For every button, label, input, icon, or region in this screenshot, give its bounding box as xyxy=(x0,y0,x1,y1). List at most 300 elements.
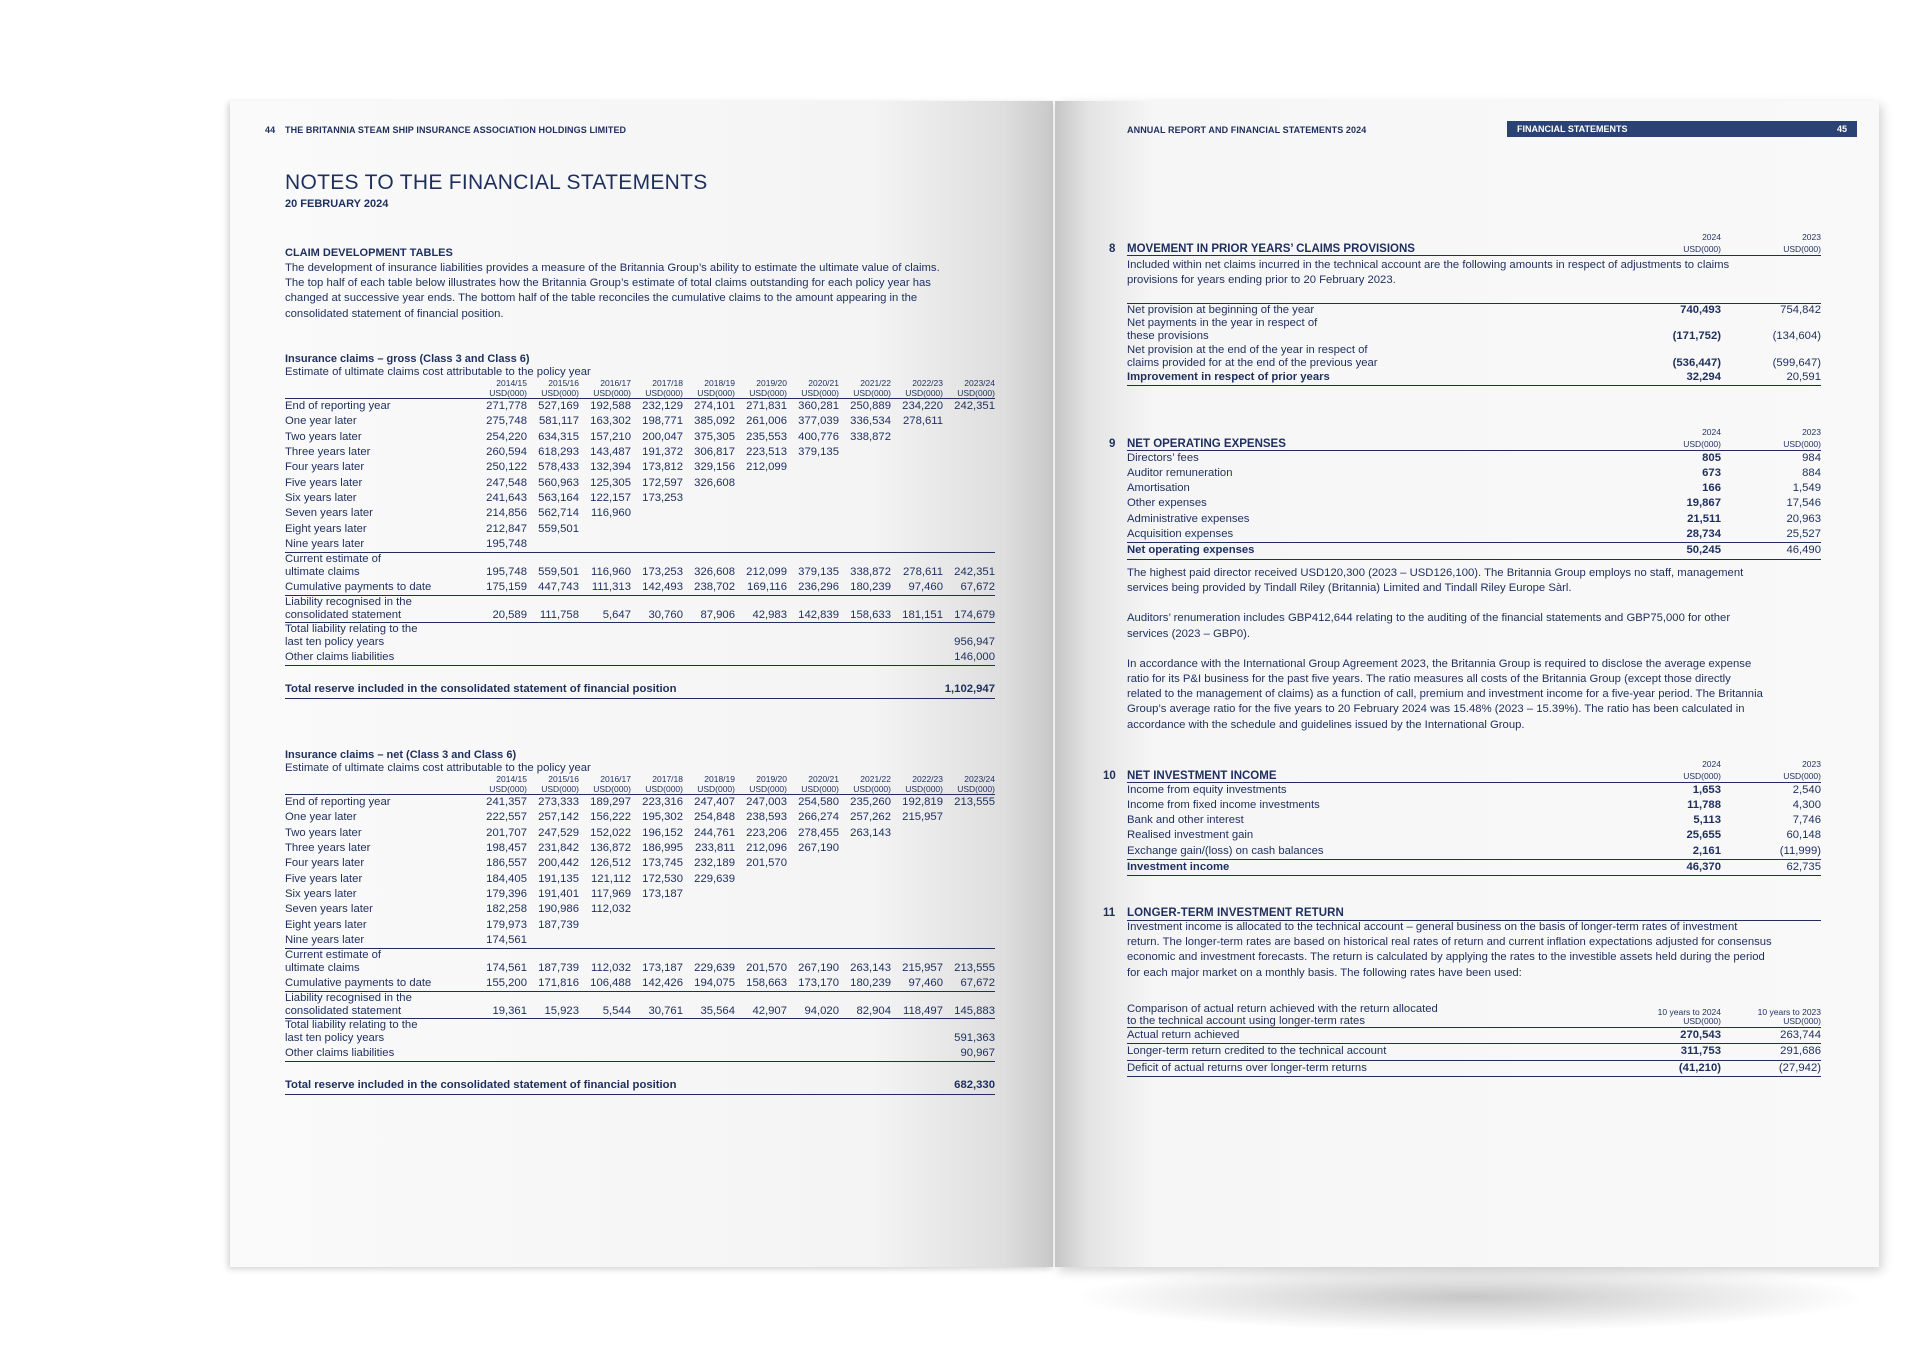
row-label: Cumulative payments to date xyxy=(285,580,475,596)
row-label: Amortisation xyxy=(1127,482,1190,495)
value-2024: 5,113 xyxy=(1693,814,1721,827)
header-spacer xyxy=(285,775,475,785)
cell-value: 278,611 xyxy=(891,553,943,580)
cell-value xyxy=(631,902,683,917)
table-row xyxy=(285,810,995,825)
net-claims-table xyxy=(285,775,995,1095)
cell-value: 261,006 xyxy=(746,415,787,428)
value-2024: 166 xyxy=(1702,482,1721,495)
cell-value: 111,313 xyxy=(579,580,631,596)
cell-value: 192,819 xyxy=(902,796,943,809)
cell-value xyxy=(891,856,943,871)
cell-value: 173,187 xyxy=(642,887,683,900)
total-liability-row xyxy=(285,1019,995,1046)
cell-value xyxy=(839,918,891,933)
note-number: 8 xyxy=(1109,243,1116,255)
cell-value: 329,156 xyxy=(694,461,735,474)
cell-value xyxy=(787,460,839,475)
cell-value xyxy=(943,810,995,825)
policy-year-header: 2022/23 xyxy=(912,378,943,388)
cell-value: 559,501 xyxy=(527,553,579,580)
text-line: services being provided by Tindall Riley (Britannia) Limited and Tindall Riley Europe Sàrl. xyxy=(1127,582,1572,595)
spacer xyxy=(285,665,995,682)
row-label: Cumulative payments to date xyxy=(285,976,475,992)
text-line: Included within net claims incurred in the technical account are the following amounts in respect of adjustments to claims xyxy=(1127,259,1730,271)
cell-value: 306,817 xyxy=(694,446,735,459)
cell-value: 201,570 xyxy=(735,949,787,976)
row-label: Six years later xyxy=(285,491,357,504)
unit-header-row xyxy=(285,785,995,795)
cell-value xyxy=(735,506,787,521)
row-label: One year later xyxy=(285,415,357,428)
value-2023: 884 xyxy=(1802,466,1821,479)
cell-value: 184,405 xyxy=(486,872,527,885)
cell-value: 247,003 xyxy=(746,796,787,809)
cell-value xyxy=(943,460,995,475)
table-row xyxy=(1127,496,1821,511)
cell-value: 182,258 xyxy=(486,903,527,916)
value-2023: 2,540 xyxy=(1792,783,1821,796)
value-10y-2023: 291,686 xyxy=(1721,1044,1821,1060)
cell-value: 254,220 xyxy=(486,430,527,443)
table-row xyxy=(285,445,995,460)
table-row xyxy=(285,826,995,841)
cell-value: 198,457 xyxy=(486,842,527,855)
cell-value: 116,960 xyxy=(591,507,631,520)
text-line: Investment income is allocated to the technical account – general business on the basis of longer-term rates of investment xyxy=(1127,921,1738,933)
cell-value: 266,274 xyxy=(798,811,839,824)
cell-value: 271,778 xyxy=(486,400,527,413)
col-unit: USD(000) xyxy=(1621,438,1721,451)
cell-value xyxy=(943,506,995,521)
cell-value: 180,239 xyxy=(839,976,891,992)
value-2024: 673 xyxy=(1702,466,1721,479)
cell-value xyxy=(891,445,943,460)
cell-value xyxy=(735,918,787,933)
cell-value xyxy=(527,537,579,553)
row-label: Other claims liabilities xyxy=(285,650,475,666)
table-row xyxy=(1127,344,1821,370)
row-label: Directors’ fees xyxy=(1127,451,1199,464)
total-label: Investment income xyxy=(1127,860,1621,876)
policy-year-header: 2014/15 xyxy=(496,378,527,388)
cell-value: 15,923 xyxy=(527,991,579,1018)
cell-value xyxy=(787,902,839,917)
policy-year-header: 2015/16 xyxy=(548,774,579,784)
cell-value: 326,608 xyxy=(683,553,735,580)
row-label: Total reserve included in the consolidated statement of financial position xyxy=(285,682,839,698)
cell-value xyxy=(735,522,787,537)
cell-value: 275,748 xyxy=(486,415,527,428)
cell-value: 385,092 xyxy=(694,415,735,428)
row-label: Auditor remuneration xyxy=(1127,466,1233,479)
col-unit: USD(000) xyxy=(1721,438,1821,451)
col-unit: USD(000) xyxy=(1621,243,1721,256)
cell-value: 254,848 xyxy=(694,811,735,824)
cell-value xyxy=(579,522,631,537)
cell-value: 254,580 xyxy=(798,796,839,809)
cell-value xyxy=(735,933,787,949)
table-row xyxy=(1127,481,1821,496)
cell-value: 274,101 xyxy=(694,400,735,413)
cell-value xyxy=(787,522,839,537)
cell-value: 338,872 xyxy=(839,553,891,580)
col-label: 10 years to 2024 xyxy=(1657,1006,1721,1017)
note-10-table xyxy=(1127,760,1821,876)
policy-year-header: 2021/22 xyxy=(860,378,891,388)
value-10y-2023: (27,942) xyxy=(1721,1060,1821,1076)
col-unit: USD(000) xyxy=(1621,770,1721,783)
cell-value: 578,433 xyxy=(538,461,579,474)
intro-line: The top half of each table below illustrates how the Britannia Group’s estimate of total claims outstanding for each policy year has xyxy=(285,277,931,290)
total-2023: 46,490 xyxy=(1721,543,1821,559)
cell-value: 143,487 xyxy=(590,446,631,459)
cell-value: 257,142 xyxy=(538,811,579,824)
cell-value xyxy=(943,491,995,506)
total-row xyxy=(1127,543,1821,559)
value-2023: 1,549 xyxy=(1792,482,1821,495)
cell-value xyxy=(631,506,683,521)
note-11-table xyxy=(1127,1003,1821,1077)
label-line: Total liability relating to the xyxy=(285,623,418,636)
cell-value: 200,047 xyxy=(642,430,683,443)
row-label: Income from equity investments xyxy=(1127,783,1287,796)
cell-value: 229,639 xyxy=(694,872,735,885)
cell-value xyxy=(735,491,787,506)
table-row xyxy=(285,522,995,537)
value-2023: (599,647) xyxy=(1772,356,1821,369)
cell-value: 42,983 xyxy=(735,595,787,622)
cell-value: 179,396 xyxy=(486,887,527,900)
cell-value: 174,561 xyxy=(486,933,527,946)
text-line: Group’s average ratio for the five years to 20 February 2024 was 15.48% (2023 – 15.39%). The ratio has been calculated in xyxy=(1127,703,1745,716)
label-line: Liability recognised in the xyxy=(285,595,412,608)
cell-value: 242,351 xyxy=(943,553,995,580)
cell-value: 234,220 xyxy=(902,400,943,413)
label-line: Total liability relating to the xyxy=(285,1019,418,1032)
cell-value: 174,561 xyxy=(475,949,527,976)
row-label: Exchange gain/(loss) on cash balances xyxy=(1127,844,1324,857)
intro-line: consolidated statement of financial position. xyxy=(285,307,504,320)
value-2023: 17,546 xyxy=(1786,497,1821,510)
cell-value: 195,748 xyxy=(475,553,527,580)
label-line: ultimate claims xyxy=(285,962,360,975)
cell-value: 173,187 xyxy=(631,949,683,976)
note-8-table xyxy=(1127,303,1821,386)
unit-header: USD(000) xyxy=(943,785,995,795)
other-claims-row xyxy=(285,1046,995,1062)
total-2024: 50,245 xyxy=(1621,543,1721,559)
cell-value xyxy=(839,506,891,521)
cell-value: 377,039 xyxy=(798,415,839,428)
row-label xyxy=(285,553,475,580)
cell-value: 235,553 xyxy=(746,430,787,443)
unit-header: USD(000) xyxy=(683,785,735,795)
cell-value: 527,169 xyxy=(538,400,579,413)
cell-value xyxy=(527,933,579,949)
cell-value xyxy=(891,872,943,887)
note-8-header xyxy=(1127,233,1821,256)
note-11-heading: LONGER-TERM INVESTMENT RETURN xyxy=(1127,907,1821,921)
row-label: Five years later xyxy=(285,476,363,489)
cell-value: 5,544 xyxy=(579,991,631,1018)
total-reserve-value: 1,102,947 xyxy=(839,682,995,698)
cell-value: 191,372 xyxy=(642,446,683,459)
cell-value: 187,739 xyxy=(527,949,579,976)
spacer-row xyxy=(285,665,995,682)
cell-value xyxy=(839,887,891,902)
total-2024: 46,370 xyxy=(1621,860,1721,876)
policy-year-header: 2015/16 xyxy=(548,378,579,388)
label-line: consolidated statement xyxy=(285,1005,402,1018)
policy-year-header: 2017/18 xyxy=(652,378,683,388)
table-row xyxy=(1127,1028,1821,1044)
cell-value: 157,210 xyxy=(590,430,631,443)
table-label-line: to the technical account using longer-term rates xyxy=(1127,1015,1365,1027)
col-label: 10 years to 2023 xyxy=(1757,1006,1821,1017)
cell-value xyxy=(683,887,735,902)
table-row xyxy=(285,460,995,475)
row-label: End of reporting year xyxy=(285,796,391,809)
table-row xyxy=(285,491,995,506)
policy-year-header: 2020/21 xyxy=(808,774,839,784)
value-2023: 20,963 xyxy=(1786,512,1821,525)
cell-value: 196,152 xyxy=(642,826,683,839)
cell-value xyxy=(943,430,995,445)
unit-header: USD(000) xyxy=(735,785,787,795)
cell-value: 142,493 xyxy=(631,580,683,596)
table-row xyxy=(1127,1044,1821,1060)
cell-value xyxy=(735,872,787,887)
row-label: Eight years later xyxy=(285,522,367,535)
cell-value: 67,672 xyxy=(943,976,995,992)
total-2023: 20,591 xyxy=(1721,370,1821,386)
col-10y-2024 xyxy=(1621,1003,1721,1028)
total-reserve-row xyxy=(285,1078,995,1094)
cell-value: 326,608 xyxy=(694,476,735,489)
cell-value xyxy=(943,522,995,537)
table-row xyxy=(1127,844,1821,860)
cell-value: 222,557 xyxy=(486,811,527,824)
cell-value: 173,170 xyxy=(787,976,839,992)
net-table-heading: Insurance claims – net (Class 3 and Class 6) xyxy=(285,749,517,761)
row-label xyxy=(285,595,475,622)
cell-value xyxy=(839,872,891,887)
row-label: Two years later xyxy=(285,826,362,839)
cell-value: 250,889 xyxy=(850,400,891,413)
cell-value xyxy=(891,522,943,537)
unit-header: USD(000) xyxy=(527,785,579,795)
policy-year-header: 2021/22 xyxy=(860,774,891,784)
cell-value: 20,589 xyxy=(475,595,527,622)
unit-header: USD(000) xyxy=(475,785,527,795)
total-liability-row xyxy=(285,623,995,650)
cell-value: 158,633 xyxy=(839,595,891,622)
text-line: services (2023 – GBP0). xyxy=(1127,627,1251,640)
table-row xyxy=(1127,450,1821,466)
text-line: Auditors’ renumeration includes GBP412,644 relating to the auditing of the financial statements and GBP75,000 for other xyxy=(1127,612,1731,625)
cell-value xyxy=(943,537,995,553)
cell-value: 191,135 xyxy=(538,872,579,885)
cell-value: 106,488 xyxy=(579,976,631,992)
cell-value xyxy=(579,537,631,553)
note-9-heading: NET OPERATING EXPENSES xyxy=(1127,438,1621,451)
cell-value xyxy=(891,918,943,933)
cell-value: 191,401 xyxy=(538,887,579,900)
cell-value: 67,672 xyxy=(943,580,995,596)
policy-year-header: 2016/17 xyxy=(600,774,631,784)
cell-value xyxy=(683,933,735,949)
total-row xyxy=(1127,370,1821,386)
cell-value xyxy=(891,887,943,902)
cell-value xyxy=(631,918,683,933)
policy-year-header: 2019/20 xyxy=(756,378,787,388)
table-row xyxy=(285,795,995,811)
spacer xyxy=(285,1061,995,1078)
cell-value xyxy=(683,918,735,933)
cell-value xyxy=(735,537,787,553)
value-2024: (171,752) xyxy=(1672,330,1721,343)
col-year-2024: 2024 xyxy=(1702,759,1721,769)
cell-value xyxy=(787,856,839,871)
unit-header: USD(000) xyxy=(631,785,683,795)
cell-value xyxy=(943,872,995,887)
cell-value xyxy=(631,537,683,553)
cell-value: 336,534 xyxy=(850,415,891,428)
row-label: Five years later xyxy=(285,872,363,885)
page-date: 20 FEBRUARY 2024 xyxy=(285,198,389,210)
text-line: provisions for years ending prior to 20 February 2023. xyxy=(1127,274,1396,287)
cell-value xyxy=(891,826,943,841)
total-liability-value: 591,363 xyxy=(954,1032,995,1045)
table-row xyxy=(1127,798,1821,813)
table-row xyxy=(1127,828,1821,843)
row-label: Other expenses xyxy=(1127,497,1207,510)
text-line: In accordance with the International Group Agreement 2023, the Britannia Group is required to disclose the average expense xyxy=(1127,657,1752,670)
row-label: Actual return achieved xyxy=(1127,1029,1240,1041)
cell-value xyxy=(943,476,995,491)
cell-value: 155,200 xyxy=(475,976,527,992)
current-estimate-row xyxy=(285,553,995,580)
cell-value: 232,129 xyxy=(642,400,683,413)
label-line: claims provided for at the end of the previous year xyxy=(1127,356,1378,369)
table-row xyxy=(1127,782,1821,798)
cell-value: 257,262 xyxy=(850,811,891,824)
note-number: 10 xyxy=(1103,770,1116,782)
table-row xyxy=(285,902,995,917)
cell-value: 229,639 xyxy=(683,949,735,976)
policy-year-header: 2016/17 xyxy=(600,378,631,388)
label-line: ultimate claims xyxy=(285,566,360,579)
gross-claims-table-block xyxy=(285,353,995,699)
unit-header: USD(000) xyxy=(787,389,839,399)
cell-value: 5,647 xyxy=(579,595,631,622)
table-row xyxy=(285,841,995,856)
cell-value xyxy=(891,476,943,491)
unit-header: USD(000) xyxy=(787,785,839,795)
cell-value: 273,333 xyxy=(538,796,579,809)
cell-value: 241,357 xyxy=(486,796,527,809)
left-page xyxy=(230,101,1053,1267)
cell-value: 244,761 xyxy=(694,826,735,839)
cell-value: 233,811 xyxy=(695,842,735,855)
cell-value xyxy=(839,445,891,460)
table-row xyxy=(285,399,995,415)
cell-value: 236,296 xyxy=(787,580,839,596)
cell-value: 235,260 xyxy=(850,796,891,809)
row-label: Bank and other interest xyxy=(1127,814,1244,827)
text-line: ratio for its P&I business for the past five years. The ratio measures all costs of the Britannia Group (except those directly xyxy=(1127,673,1731,686)
cell-value: 215,957 xyxy=(891,949,943,976)
unit-header: USD(000) xyxy=(891,785,943,795)
cell-value: 145,883 xyxy=(943,991,995,1018)
cell-value: 174,679 xyxy=(943,595,995,622)
cell-value: 186,557 xyxy=(486,857,527,870)
policy-year-header: 2014/15 xyxy=(496,774,527,784)
col-unit: USD(000) xyxy=(1721,770,1821,783)
cell-value: 195,748 xyxy=(486,537,527,550)
total-2023: 62,735 xyxy=(1721,860,1821,876)
value-2024: 2,161 xyxy=(1692,844,1721,857)
value-2023: 754,842 xyxy=(1721,304,1821,318)
label-line: last ten policy years xyxy=(285,636,385,649)
page-number-left: 44 xyxy=(265,125,276,135)
value-2023: 4,300 xyxy=(1792,798,1821,811)
cell-value xyxy=(839,841,891,856)
table-row xyxy=(285,537,995,553)
cell-value: 223,206 xyxy=(746,826,787,839)
policy-year-header: 2020/21 xyxy=(808,378,839,388)
cell-value xyxy=(631,933,683,949)
cell-value: 118,497 xyxy=(891,991,943,1018)
value-2023: 7,746 xyxy=(1792,814,1821,827)
intro-line: changed at successive year ends. The bottom half of the table reconciles the cumulative claims to the amount appearing in the xyxy=(285,292,918,305)
row-label: Two years later xyxy=(285,430,362,443)
table-row xyxy=(285,414,995,429)
cell-value: 142,839 xyxy=(787,595,839,622)
cell-value: 231,842 xyxy=(538,842,579,855)
table-row xyxy=(1127,304,1821,318)
cell-value xyxy=(787,872,839,887)
cell-value: 338,872 xyxy=(850,430,891,443)
cell-value: 198,771 xyxy=(642,415,683,428)
row-label xyxy=(285,991,475,1018)
net-table-subheading: Estimate of ultimate claims cost attributable to the policy year xyxy=(285,762,591,774)
cell-value: 223,513 xyxy=(746,446,787,459)
cell-value: 97,460 xyxy=(891,580,943,596)
value-10y-2024: 311,753 xyxy=(1621,1044,1721,1060)
unit-header: USD(000) xyxy=(579,389,631,399)
cell-value: 247,407 xyxy=(694,796,735,809)
label-line: Net provision at the end of the year in respect of xyxy=(1127,343,1368,356)
policy-year-header: 2018/19 xyxy=(704,774,735,784)
cell-value: 94,020 xyxy=(787,991,839,1018)
net-claims-table-block xyxy=(285,749,995,1095)
col-year-2024: 2024 xyxy=(1702,427,1721,437)
unit-header-row xyxy=(285,389,995,399)
table-row xyxy=(1127,466,1821,481)
cell-value xyxy=(683,491,735,506)
cell-value: 163,302 xyxy=(590,415,631,428)
cell-value xyxy=(839,491,891,506)
cell-value: 97,460 xyxy=(891,976,943,992)
note-10-heading: NET INVESTMENT INCOME xyxy=(1127,770,1621,783)
cell-value: 267,190 xyxy=(798,842,839,855)
cell-value xyxy=(787,476,839,491)
cell-value: 122,157 xyxy=(590,491,631,504)
table-row xyxy=(285,856,995,871)
note-11-table-label xyxy=(1127,1003,1621,1028)
